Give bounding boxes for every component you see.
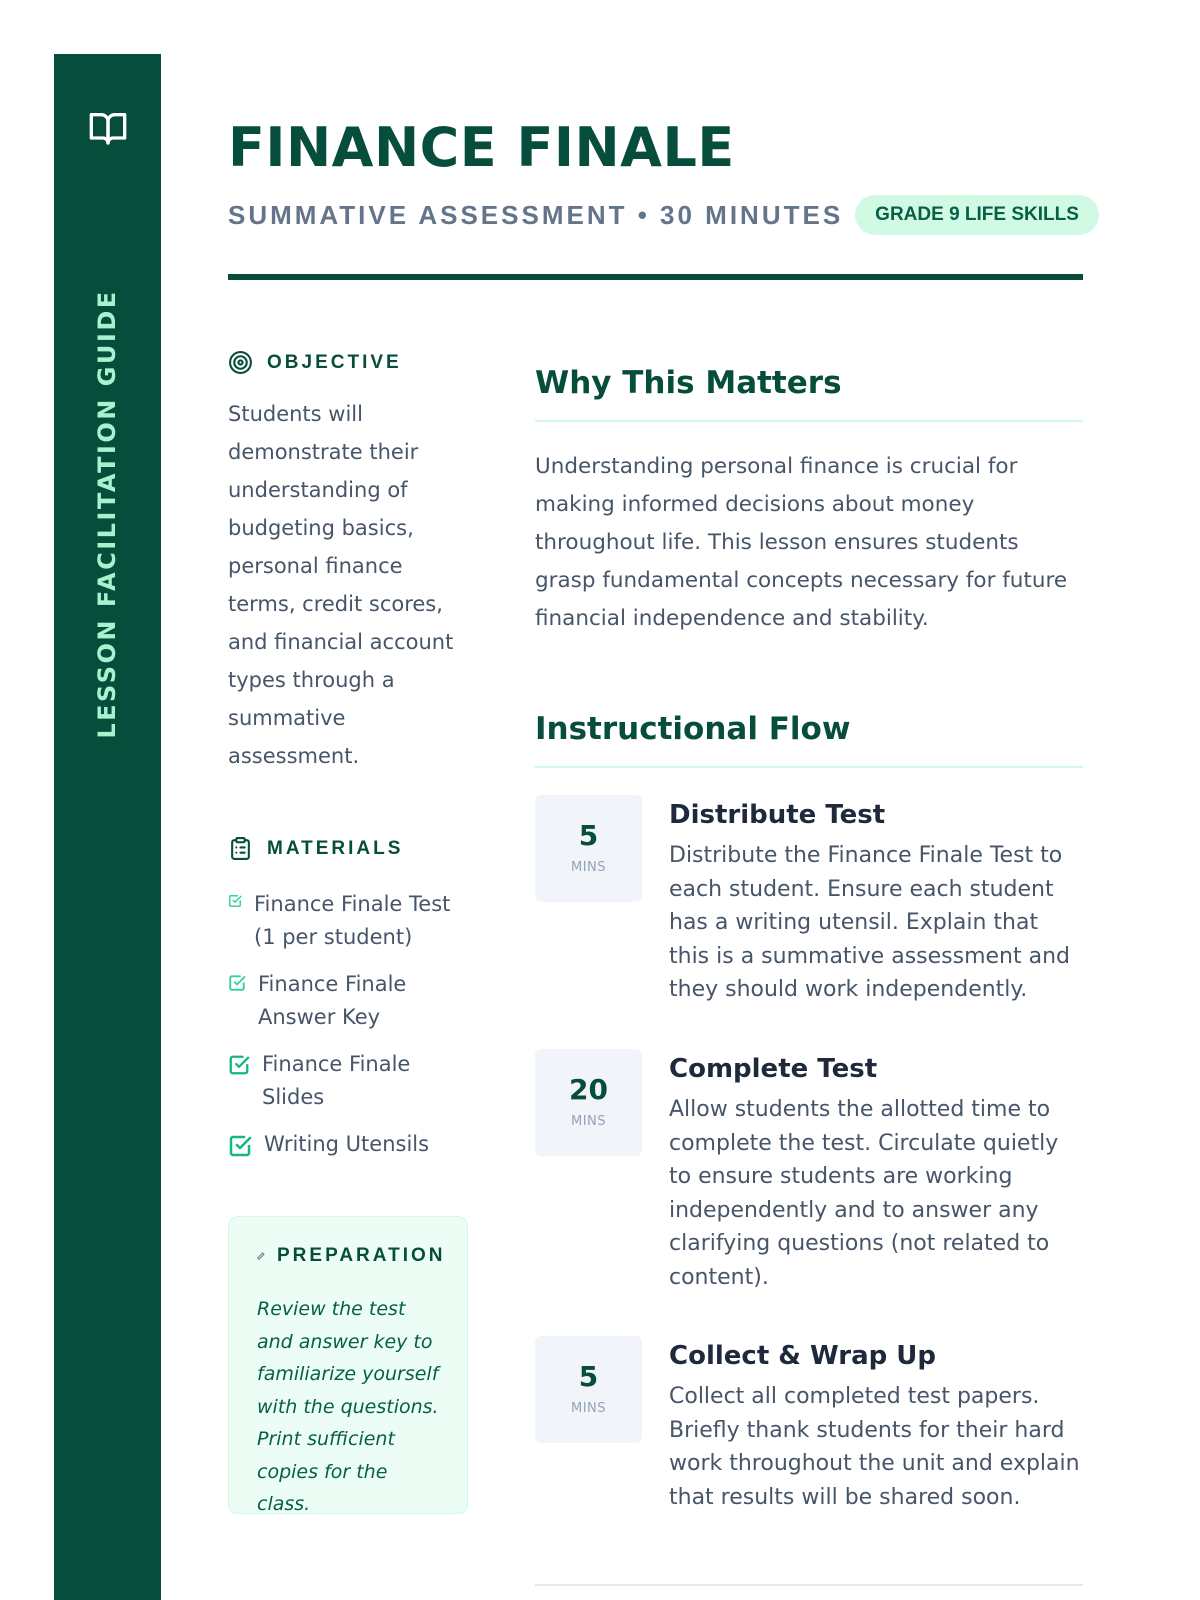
sidebar bbox=[54, 54, 161, 1600]
materials-item-label: Writing Utensils bbox=[264, 1132, 430, 1156]
duration-value: 20 bbox=[569, 1073, 608, 1106]
target-icon bbox=[228, 350, 253, 375]
step-title: Complete Test bbox=[669, 1054, 878, 1084]
pencil-icon bbox=[257, 1252, 265, 1260]
step-description: Collect all completed test papers. Briefly thank students for their hard work throughout the unit and explain that results will be shared soon. bbox=[669, 1384, 1080, 1510]
objective-heading bbox=[228, 350, 468, 375]
materials-heading bbox=[228, 836, 403, 861]
step-body bbox=[669, 795, 1083, 1007]
step-body bbox=[669, 1336, 1083, 1514]
materials-item bbox=[228, 1048, 468, 1114]
preparation-text: Review the test and answer key to familiarize yourself with the questions. Print sufficient copies for the class. bbox=[257, 1298, 439, 1515]
materials-item bbox=[228, 1128, 468, 1161]
page-title: FINANCE FINALE bbox=[228, 116, 735, 179]
page-subtitle: SUMMATIVE ASSESSMENT • 30 MINUTES bbox=[228, 199, 844, 230]
flow-heading: Instructional Flow bbox=[535, 711, 851, 747]
duration-box bbox=[535, 795, 642, 902]
duration-unit: MINS bbox=[570, 860, 607, 875]
header-divider bbox=[228, 274, 1083, 280]
materials-item bbox=[228, 968, 468, 1034]
footer-divider bbox=[535, 1584, 1083, 1586]
duration-unit: MINS bbox=[570, 1114, 607, 1129]
grade-badge: GRADE 9 LIFE SKILLS bbox=[855, 195, 1099, 235]
step-title: Collect & Wrap Up bbox=[669, 1341, 936, 1371]
flow-step bbox=[535, 1336, 1083, 1514]
duration-unit: MINS bbox=[570, 1401, 607, 1416]
step-description: Distribute the Finance Finale Test to each student. Ensure each student has a writing utensil. Explain that this is a summative assessment and they should work independently. bbox=[669, 843, 1070, 1002]
left-column bbox=[228, 350, 468, 1515]
book-open-icon bbox=[88, 108, 128, 148]
objective-label: OBJECTIVE bbox=[267, 351, 402, 373]
preparation-heading bbox=[257, 1245, 446, 1267]
preparation-card bbox=[228, 1216, 468, 1514]
checkbox-checked-icon bbox=[228, 894, 242, 908]
step-body bbox=[669, 1049, 1083, 1294]
step-title: Distribute Test bbox=[669, 800, 886, 830]
sidebar-label: LESSON FACILITATION GUIDE bbox=[93, 289, 121, 739]
flow-divider bbox=[535, 766, 1083, 768]
duration-box bbox=[535, 1049, 642, 1156]
checkbox-checked-icon bbox=[228, 1054, 250, 1076]
duration-value: 5 bbox=[578, 819, 599, 852]
flow-step bbox=[535, 1049, 1083, 1294]
materials-list bbox=[228, 888, 468, 1175]
preparation-label: PREPARATION bbox=[277, 1245, 446, 1266]
step-description: Allow students the allotted time to complete the test. Circulate quietly to ensure students are working independently and to answer any clarifying questions (not related to content). bbox=[669, 1097, 1059, 1290]
materials-item-label: Finance Finale Test (1 per student) bbox=[254, 892, 451, 949]
duration-box bbox=[535, 1336, 642, 1443]
materials-item-label: Finance Finale Answer Key bbox=[258, 972, 407, 1029]
objective-text: Students will demonstrate their understanding of budgeting basics, personal finance terms, credit scores, and financial account types through a summative assessment. bbox=[228, 402, 454, 768]
flow-step bbox=[535, 795, 1083, 1007]
materials-label: MATERIALS bbox=[267, 837, 404, 859]
checkbox-checked-icon bbox=[228, 1134, 252, 1158]
materials-item bbox=[228, 888, 468, 954]
why-divider bbox=[535, 420, 1083, 422]
clipboard-list-icon bbox=[228, 836, 253, 861]
materials-item-label: Finance Finale Slides bbox=[262, 1052, 411, 1109]
why-text: Understanding personal finance is crucial for making informed decisions about money throughout life. This lesson ensures students grasp fundamental concepts necessary for future financial independence and stability. bbox=[535, 454, 1068, 631]
checkbox-checked-icon bbox=[228, 974, 246, 992]
why-heading: Why This Matters bbox=[535, 365, 842, 401]
duration-value: 5 bbox=[578, 1360, 599, 1393]
subtitle-row bbox=[228, 195, 1099, 235]
